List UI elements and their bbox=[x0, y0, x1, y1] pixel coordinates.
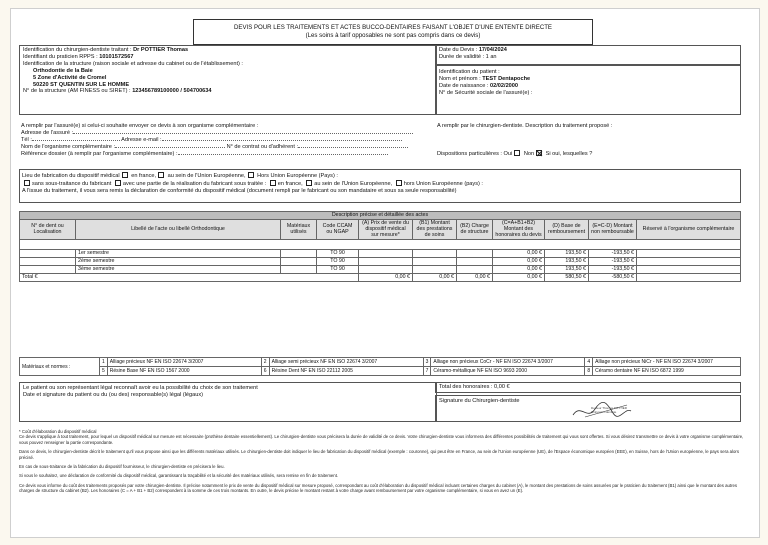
manufacture-place-label: Lieu de fabrication du dispositif médical bbox=[22, 173, 120, 179]
org-label: Nom de l'organisme complémentaire : bbox=[21, 143, 116, 150]
patient-box bbox=[435, 65, 741, 115]
cell-c: 0,00 € bbox=[493, 265, 545, 273]
cell-c: 0,00 € bbox=[493, 257, 545, 265]
col-c: (C=A+B1+B2) Montant des honoraires du devis bbox=[493, 220, 545, 240]
cell-b1 bbox=[413, 257, 457, 265]
table-caption: Description précise et détaillée des actes bbox=[20, 212, 741, 220]
contract-field[interactable] bbox=[298, 147, 408, 148]
material-item: Alliage précieux NF EN ISO 22674 3/2007 bbox=[107, 358, 261, 367]
material-item: Céramo dentaire NF EN ISO 6872 1999 bbox=[593, 367, 741, 376]
email-field[interactable] bbox=[162, 140, 402, 141]
no-subcontract-checkbox[interactable] bbox=[24, 180, 30, 186]
footnote: En cas de sous-traitance de la fabrication du dispositif fournisseur, le chirurgien-dentiste en précisera le lieu. bbox=[19, 464, 225, 470]
cell-materiaux bbox=[281, 265, 317, 273]
footnotes bbox=[19, 429, 744, 498]
table-row bbox=[20, 257, 741, 265]
total-reserved bbox=[637, 273, 741, 281]
oui-checkbox[interactable] bbox=[514, 150, 520, 156]
material-item: Résine Dent NF EN ISO 22112 2005 bbox=[269, 367, 423, 376]
cell-d: 193,50 € bbox=[545, 249, 589, 257]
material-num: 7 bbox=[423, 367, 431, 376]
org-field[interactable] bbox=[115, 147, 225, 148]
col-e: (E=C-D) Montant non remboursable bbox=[589, 220, 637, 240]
col-a: (A) Prix de vente du dispositif médical sur mesure* bbox=[359, 220, 413, 240]
insurer-intro: A remplir par l'assuré(e) si celui-ci souhaite envoyer ce devis à son organisme complémentaire : bbox=[21, 123, 259, 129]
france-label: en france, bbox=[131, 173, 157, 179]
practitioner-name: Dr POTTIER Thomas bbox=[133, 47, 189, 53]
contract-label: N° de contrat ou d'adhérent : bbox=[226, 143, 299, 150]
total-honoraires-label: Total des honoraires : bbox=[439, 384, 493, 390]
cell-b2 bbox=[457, 249, 493, 257]
oui-label: Oui bbox=[503, 150, 513, 157]
france2-label: en france, bbox=[277, 180, 303, 187]
hors-ue2-checkbox[interactable] bbox=[396, 180, 402, 186]
material-item: Alliage non précieux NiCr - NF EN ISO 22674 3/2007 bbox=[593, 358, 741, 367]
footnote: * Coût d'élaboration du dispositif médical bbox=[19, 429, 97, 434]
hors-ue2-label: hors Union Européenne (pays) : bbox=[403, 180, 483, 187]
col-libelle: Libellé de l'acte ou libellé Orthodontique bbox=[76, 220, 281, 240]
total-honoraires-value: 0,00 € bbox=[494, 384, 510, 390]
col-materiaux: Matériaux utilisés bbox=[281, 220, 317, 240]
cell-libelle: 2ème semestre bbox=[76, 257, 281, 265]
rpps-label: Identifiant du praticien RPPS : bbox=[23, 53, 98, 60]
cell-e: -193,50 € bbox=[589, 265, 637, 273]
cell-code: TO 90 bbox=[317, 249, 359, 257]
subcontract-label: avec une partie de la réalisation du fabricant sous traitée : bbox=[122, 180, 267, 187]
material-item: Résine Base NF EN ISO 1567 2000 bbox=[107, 367, 261, 376]
document-title bbox=[193, 19, 593, 45]
cell-a bbox=[359, 257, 413, 265]
cell-reserved bbox=[637, 265, 741, 273]
no-subcontract-label: sans sous-traitance du fabricant bbox=[32, 180, 112, 187]
ref-field[interactable] bbox=[178, 154, 388, 155]
material-item: Alliage semi précieux NF EN ISO 22674 3/2007 bbox=[269, 358, 423, 367]
structure-address-1: 5 Zone d'Activité de Cromel bbox=[33, 74, 107, 81]
birth-label: Date de naissance : bbox=[439, 82, 489, 89]
ue2-checkbox[interactable] bbox=[306, 180, 312, 186]
footnote: Ce devis vous informe du coût des traitements proposés par votre chirurgien-dentiste. Il précise notamment le prix de vente du dispositif médical sur mesure proposé, correspondant au coût d'élaboration du dispositif médical incluant certaines charges du cabinet (A), le montant des prestations de soins assurées par le praticien du traitement (B1) ainsi que le montant des autres charges de structure du cabinet (B2). Les honoraires (C = A + B1 + B2) correspondent à la somme de ces trois montants. En outre, le devis précise le montant restant à votre charge avant remboursement par votre organisme complémentaire, si vous en avez un (E). bbox=[19, 482, 738, 494]
cell-c: 0,00 € bbox=[493, 249, 545, 257]
cell-reserved bbox=[637, 257, 741, 265]
svg-text:Chirurgien-dentiste: Chirurgien-dentiste bbox=[591, 410, 617, 414]
svg-text:Docteur Thomas POTTIER: Docteur Thomas POTTIER bbox=[591, 406, 627, 410]
col-code: Code CCAM ou NGAP bbox=[317, 220, 359, 240]
material-num: 3 bbox=[423, 358, 431, 367]
footnote: Ce devis s'applique à tout traitement, pour lequel un dispositif médical sur mesure est nécessaire (prothèse dentaire essentiellement). Le chirurgien-dentiste vous précisera la durée de validité de ce devis. Votre chirurgien-dentiste vous informera des différentes possibilités de traitement qui vous sont offertes. Si vous désirez transmettre ce devis à votre organisme complémentaire, vous pouvez renseigner la partie correspondante. bbox=[19, 434, 744, 445]
materials-table bbox=[19, 357, 741, 376]
ue2-label: au sein de l'Union Européenne, bbox=[314, 180, 393, 187]
france2-checkbox[interactable] bbox=[270, 180, 276, 186]
title-sub: (Les soins à tarif opposables ne sont pas compris dans ce devis) bbox=[305, 32, 481, 40]
cell-code: TO 90 bbox=[317, 257, 359, 265]
validity-label: Durée de validité : bbox=[439, 53, 485, 60]
practitioner-box bbox=[19, 45, 437, 115]
material-num: 4 bbox=[585, 358, 593, 367]
non-checkbox[interactable] bbox=[536, 150, 542, 156]
lesquelles-label: Si oui, lesquelles ? bbox=[545, 150, 593, 157]
practitioner-label: Identification du chirurgien-dentiste traitant : bbox=[23, 47, 132, 53]
material-num: 5 bbox=[100, 367, 108, 376]
patient-name-label: Nom et prénom : bbox=[439, 75, 481, 82]
manufacture-box bbox=[19, 169, 741, 203]
material-item: Céramo-métallique NF EN ISO 9693 2000 bbox=[431, 367, 585, 376]
material-num: 2 bbox=[261, 358, 269, 367]
cell-a bbox=[359, 265, 413, 273]
total-a: 0,00 € bbox=[359, 273, 413, 281]
structure-label: Identification de la structure (raison sociale et adresse du cabinet ou de l'établissement) : bbox=[23, 60, 243, 67]
hors-ue-label: Hors Union Européenne (Pays) : bbox=[257, 173, 338, 179]
consent-line-2[interactable]: Date et signature du patient ou du (ou des) responsable(s) légal (légaux) bbox=[23, 391, 204, 398]
quote-date-box bbox=[435, 45, 741, 65]
insured-address-label: Adresse de l'assuré : bbox=[21, 129, 74, 136]
total-c: 0,00 € bbox=[493, 273, 545, 281]
cell-materiaux bbox=[281, 249, 317, 257]
ss-label: N° de Sécurité sociale de l'assuré(e) : bbox=[439, 89, 533, 96]
col-b1: (B1) Montant des prestations de soins bbox=[413, 220, 457, 240]
ref-label: Référence dossier (à remplir par l'organisme complémentaire) : bbox=[21, 150, 178, 157]
cell-b1 bbox=[413, 249, 457, 257]
insurer-section bbox=[21, 123, 437, 158]
dispositions-label: Dispositions particulières : bbox=[437, 150, 502, 157]
cell-b2 bbox=[457, 265, 493, 273]
cell-d: 193,50 € bbox=[545, 265, 589, 273]
footnote: Dans ce devis, le chirurgien-dentiste décrit le traitement qu'il vous propose ainsi que les différents matériaux utilisés. Le chirurgien-dentiste doit indiquer le lieu de fabrication du dispositif médical (exemple : couronne), qui peut être en France, au sein de l'Union européenne (UE), de l'Espace économique européen (EEE), en Suisse, hors de l'Union européenne, le pays sera alors précisé. bbox=[19, 449, 739, 460]
structure-name: Orthodontie de la Baie bbox=[33, 67, 93, 74]
email-label: Adresse e-mail : bbox=[121, 136, 162, 143]
col-b2: (B2) Charge de structure bbox=[457, 220, 493, 240]
total-b1: 0,00 € bbox=[413, 273, 457, 281]
cell-materiaux bbox=[281, 257, 317, 265]
insured-address-field[interactable] bbox=[73, 133, 413, 134]
cell-dent bbox=[20, 249, 76, 257]
cell-reserved bbox=[637, 249, 741, 257]
cell-e: -193,50 € bbox=[589, 249, 637, 257]
date-value: 17/04/2024 bbox=[478, 47, 507, 53]
cell-a bbox=[359, 249, 413, 257]
patient-label: Identification du patient : bbox=[439, 69, 500, 75]
table-total-row bbox=[20, 273, 741, 281]
total-b2: 0,00 € bbox=[457, 273, 493, 281]
finess-label: N° de la structure (AM FINESS ou SIRET) : bbox=[23, 88, 131, 95]
consent-line-1: Le patient ou son représentant légal reconnaît avoir eu la possibilité du choix de son traitement bbox=[23, 385, 258, 391]
acts-table bbox=[19, 211, 741, 282]
total-label: Total € bbox=[20, 273, 359, 281]
dentist-fill-intro: A remplir par le chirurgien-dentiste. Description du traitement proposé : bbox=[437, 123, 613, 129]
col-reserved: Réservé à l'organisme complémentaire bbox=[637, 220, 741, 240]
structure-address-2: 50220 ST QUENTIN SUR LE HOMME bbox=[33, 81, 130, 88]
table-spacer-row bbox=[20, 239, 741, 249]
cell-dent bbox=[20, 257, 76, 265]
total-honoraires-box bbox=[435, 382, 741, 393]
hors-ue-checkbox[interactable] bbox=[248, 172, 254, 178]
france-checkbox[interactable] bbox=[122, 172, 128, 178]
materials-label: Matériaux et normes : bbox=[20, 358, 100, 376]
cell-libelle: 3ème semestre bbox=[76, 265, 281, 273]
dentist-signature bbox=[567, 399, 647, 423]
tel-field[interactable] bbox=[32, 140, 120, 141]
table-row bbox=[20, 265, 741, 273]
col-d: (D) Base de remboursement bbox=[545, 220, 589, 240]
tel-label: Tél : bbox=[21, 136, 32, 143]
footnote: Si vous le souhaitez, une déclaration de conformité du dispositif médical, garantissant la traçabilité et la sécurité des matériaux utilisés, sera remise en fin de traitement. bbox=[19, 473, 339, 479]
patient-name: TEST Dentapoche bbox=[482, 75, 531, 82]
validity-value: 1 an bbox=[485, 53, 497, 60]
table-row bbox=[20, 249, 741, 257]
cell-dent bbox=[20, 265, 76, 273]
material-num: 1 bbox=[100, 358, 108, 367]
cell-e: -193,50 € bbox=[589, 257, 637, 265]
non-label: Non bbox=[523, 150, 535, 157]
consent-box bbox=[19, 382, 437, 422]
material-item: Alliage non précieux CoCr - NF EN ISO 22674 3/2007 bbox=[431, 358, 585, 367]
title-main: DEVIS POUR LES TRAITEMENTS ET ACTES BUCCO-DENTAIRES FAISANT L'OBJET D'UNE ENTENTE DIRECTE bbox=[233, 24, 553, 31]
subcontract-checkbox[interactable] bbox=[115, 180, 121, 186]
date-label: Date du Devis : bbox=[439, 47, 478, 53]
cell-b1 bbox=[413, 265, 457, 273]
cell-b2 bbox=[457, 257, 493, 265]
ue-checkbox[interactable] bbox=[158, 172, 164, 178]
birth-value: 02/02/2000 bbox=[490, 82, 519, 89]
material-num: 6 bbox=[261, 367, 269, 376]
cell-libelle: 1er semestre bbox=[76, 249, 281, 257]
quote-document bbox=[10, 8, 760, 538]
finess-value: 123456789100000 / 504700634 bbox=[132, 88, 212, 95]
cell-code: TO 90 bbox=[317, 265, 359, 273]
material-num: 8 bbox=[585, 367, 593, 376]
dentist-fill-section bbox=[437, 123, 741, 158]
cell-d: 193,50 € bbox=[545, 257, 589, 265]
rpps-value: 10101572567 bbox=[99, 53, 134, 60]
col-dent: N° de dent ou Localisation bbox=[20, 220, 76, 240]
total-e: -580,50 € bbox=[589, 273, 637, 281]
conformity-notice: A l'issue du traitement, il vous sera remis la déclaration de conformité du dispositif médical (document rempli par le fabricant ou son mandataire et sous sa seule responsabilité) bbox=[22, 187, 457, 194]
signature-label[interactable]: Signature du Chirurgien-dentiste bbox=[439, 398, 520, 404]
ue-label: au sein de l'Union Européenne, bbox=[167, 173, 246, 179]
table-header-row bbox=[20, 220, 741, 240]
total-d: 580,50 € bbox=[545, 273, 589, 281]
